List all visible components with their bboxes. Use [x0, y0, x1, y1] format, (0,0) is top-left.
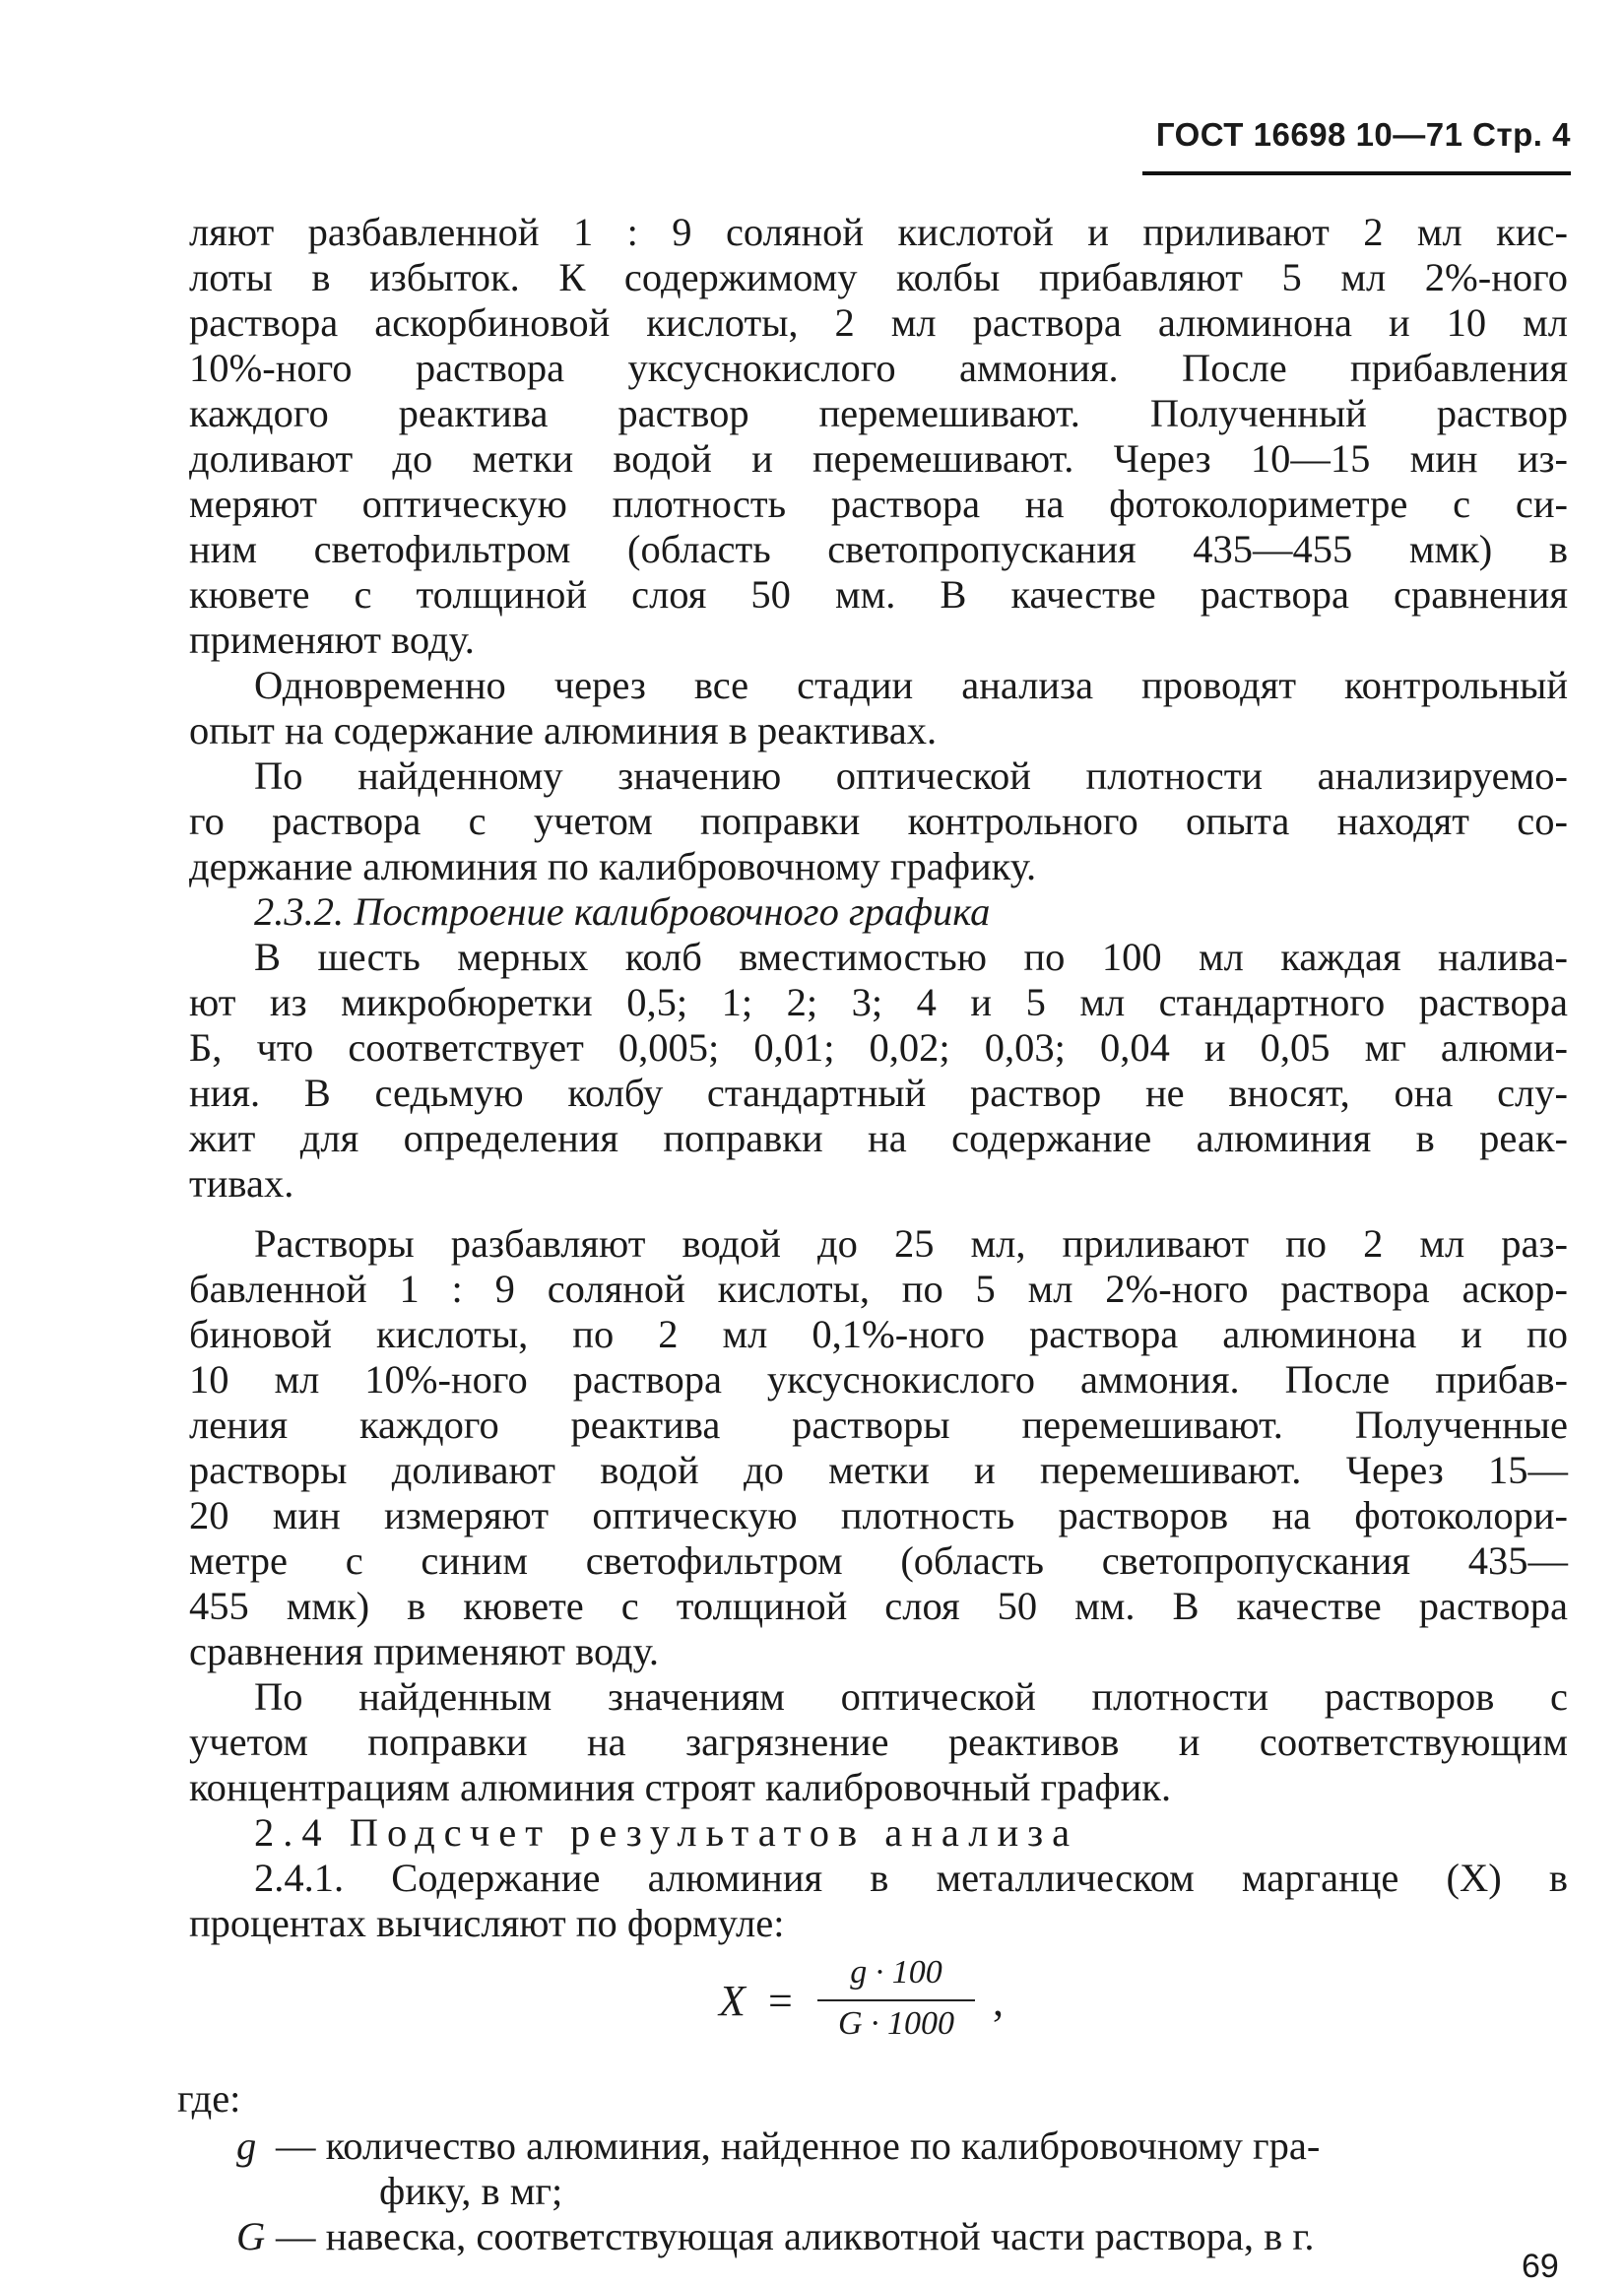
text-line: опыт на содержание алюминия в реактивах.: [189, 708, 938, 752]
formula-denominator: G · 1000: [837, 2005, 955, 2042]
section-heading: 2.3.2. Построение калибровочного графика: [254, 889, 991, 934]
text-line: концентрациям алюминия строят калибровочный график.: [189, 1765, 1172, 1809]
formula-lhs: X: [719, 1977, 746, 2025]
header-text: ГОСТ 16698 10—71 Стр. 4: [1155, 116, 1571, 153]
page-header: [1142, 116, 1571, 175]
text-line: ляют разбавленной 1 : 9 соляной кислотой и приливают 2 мл кис-: [189, 210, 1568, 254]
text-line: лоты в избыток. К содержимому колбы прибавляют 5 мл 2%-ного: [189, 255, 1568, 299]
text-line: применяют воду.: [189, 618, 475, 662]
text-line: биновой кислоты, по 2 мл 0,1%-ного раствора алюминона и по: [189, 1312, 1568, 1356]
formula-comma: ,: [993, 1977, 1004, 2025]
text-line: доливают до метки водой и перемешивают. Через 10—15 мин из-: [189, 436, 1568, 481]
text-line: ния. В седьмую колбу стандартный раствор не вносят, она слу-: [189, 1071, 1568, 1115]
fraction-bar: [817, 1999, 975, 2001]
where-label: где:: [177, 2076, 241, 2121]
text-line: Б, что соответствует 0,005; 0,01; 0,02; 0,03; 0,04 и 0,05 мг алюми-: [189, 1025, 1568, 1070]
text-line: процентах вычисляют по формуле:: [189, 1901, 785, 1945]
text-line: Растворы разбавляют водой до 25 мл, приливают по 2 мл раз-: [254, 1221, 1568, 1266]
text-line: метре с синим светофильтром (область светопропускания 435—: [189, 1538, 1568, 1583]
formula: [719, 1954, 1034, 2062]
text-line: каждого реактива раствор перемешивают. Полученный раствор: [189, 391, 1568, 435]
text-line: держание алюминия по калибровочному графику.: [189, 844, 1037, 888]
text-line: ним светофильтром (область светопропускания 435—455 ммк) в: [189, 527, 1568, 571]
text-line: В шесть мерных колб вместимостью по 100 мл каждая налива-: [254, 935, 1568, 979]
text-line: жит для определения поправки на содержание алюминия в реак-: [189, 1116, 1568, 1160]
text-line: сравнения применяют воду.: [189, 1629, 659, 1673]
text-line: тивах.: [189, 1161, 294, 1206]
page-number: 69: [1522, 2248, 1559, 2285]
text-line: 10%-ного раствора уксуснокислого аммония. После прибавления: [189, 346, 1568, 390]
text-line: кювете с толщиной слоя 50 мм. В качестве раствора сравнения: [189, 572, 1568, 617]
legend-continuation: фику, в мг;: [379, 2169, 563, 2213]
text-line: 10 мл 10%-ного раствора уксуснокислого аммония. После прибав-: [189, 1357, 1568, 1402]
legend-item: [236, 2214, 1315, 2259]
text-line: 455 ммк) в кювете с толщиной слоя 50 мм. В качестве раствора: [189, 1584, 1568, 1628]
text-line: учетом поправки на загрязнение реактивов и соответствующим: [189, 1720, 1568, 1764]
legend-text: — навеска, соответствующая аликвотной части раствора, в г.: [276, 2214, 1315, 2258]
legend-symbol: g: [236, 2123, 257, 2168]
formula-equals: =: [768, 1977, 793, 2025]
text-line: Одновременно через все стадии анализа проводят контрольный: [254, 663, 1568, 707]
text-line: раствора аскорбиновой кислоты, 2 мл раствора алюминона и 10 мл: [189, 300, 1568, 345]
text-line: растворы доливают водой до метки и перемешивают. Через 15—: [189, 1448, 1568, 1492]
text-line: меряют оптическую плотность раствора на фотоколориметре с си-: [189, 482, 1568, 526]
section-heading: 2.4 Подсчет результатов анализа: [254, 1810, 1079, 1855]
formula-numerator: g · 100: [850, 1954, 942, 1991]
legend-item: [236, 2123, 1320, 2169]
text-line: ления каждого реактива растворы перемешивают. Полученные: [189, 1403, 1568, 1447]
text-line: 2.4.1. Содержание алюминия в металлическом марганце (X) в: [254, 1856, 1568, 1900]
text-line: 20 мин измеряют оптическую плотность растворов на фотоколори-: [189, 1493, 1568, 1537]
legend-text: — количество алюминия, найденное по калибровочному гра-: [276, 2123, 1321, 2168]
text-line: По найденным значениям оптической плотности растворов с: [254, 1674, 1568, 1719]
text-line: го раствора с учетом поправки контрольного опыта находят со-: [189, 799, 1568, 843]
legend-symbol: G: [236, 2214, 266, 2258]
text-line: ют из микробюретки 0,5; 1; 2; 3; 4 и 5 мл стандартного раствора: [189, 980, 1568, 1024]
text-line: По найденному значению оптической плотности анализируемо-: [254, 753, 1568, 798]
text-line: бавленной 1 : 9 соляной кислоты, по 5 мл 2%-ного раствора аскор-: [189, 1267, 1568, 1311]
